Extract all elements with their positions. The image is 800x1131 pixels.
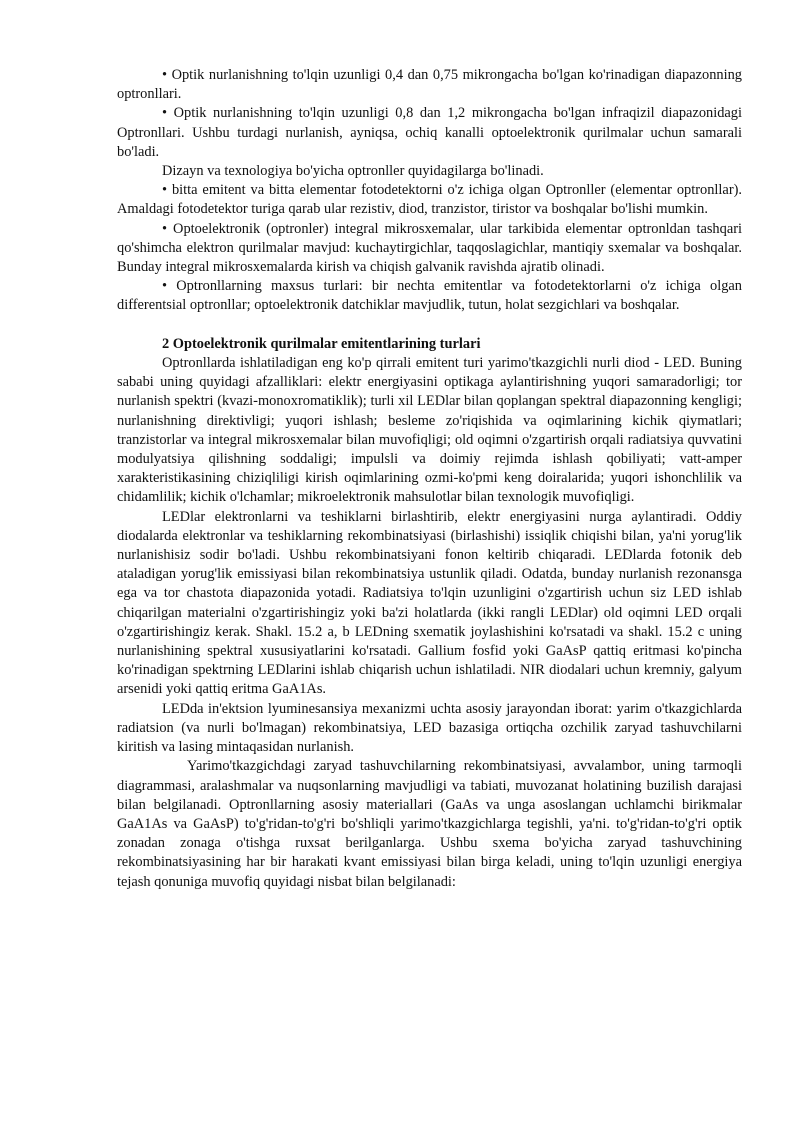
- paragraph-led-recombination: LEDlar elektronlarni va teshiklarni birlashtirib, elektr energiyasini nurga aylantiradi. Oddiy diodalarda elektronlar va teshiklarning rekombinatsiyasi (birlashishi) issiqlik chiqishi bilan, ya'ni yorug'lik nurlanishisiz sodir bo'ladi. Ushbu rekombinatsiyani fonon keltirib chiqaradi. LEDlarda fotonik deb ataladigan yorug'lik emissiyasi bilan rekombinatsiya ustunlik qiladi. Odatda, bunday nurlanish rezonansga ega va tor chastota diapazonida yotadi. Radiatsiya to'lqin uzunligini o'zgartirish uchun siz LED ishlab chiqarilgan materialni o'zgartirishingiz yoki ba'zi holatlarda (ikki rangli LEDlar) old oqimni LED orqali o'zgartirishingiz kerak. Shakl. 15.2 a, b LEDning sxematik joylashishini ko'rsatadi va shakl. 15.2 c uning nurlanishining spektral xususiyatlarini ko'rsatadi. Gallium fosfid yoki GaAsP qattiq eritmasi ko'pincha ko'rinadigan spektrning LEDlarini ishlab chiqarish uchun ishlatiladi. NIR diodalari uchun kremniy, galyum arsenidi yoki qattiq eritma GaA1As.: [117, 508, 742, 698]
- paragraph-special-types-bullet: • Optronllarning maxsus turlari: bir nechta emitentlar va fotodetektorlarni o'z ichiga olgan differentsial optronllar; optoelektronik datchiklar mavjudlik, tutun, holat sezgichlari va boshqalar.: [117, 278, 742, 314]
- paragraph-elementary-optrons-bullet: • bitta emitent va bitta elementar fotodetektorni o'z ichiga olgan Optronller (elementar optronllar). Amaldagi fotodetektor turiga qarab ular rezistiv, diod, tranzistor, tiristor va boshqalar bo'lishi mumkin.: [117, 182, 742, 218]
- paragraph-led-advantages: Optronllarda ishlatiladigan eng ko'p qirrali emitent turi yarimo'tkazgichli nurli diod - LED. Buning sababi uning quyidagi afzalliklari: elektr energiyasini optikaga aylantirishning yuqori samaradorligi; tor nurlanish spektri (kvazi-monoxromatiklik); turli xil LEDlar bilan qoplangan spektral diapazonning kengligi; nurlanishning direktivligi; yuqori ishlash; besleme zo'riqishida va oqimlarining kichik qiymatlari; tranzistorlar va integral mikrosxemalar bilan muvofiqligi; old oqimni o'zgartirish orqali radiatsiya quvvatini modulyatsiya qilishning soddaligi; impulsli va doimiy rejimda ishlash qobiliyati; vatt-amper xarakteristikasining chiziqliligi kirish oqimlarining ozmi-ko'pmi keng doiralarida; yuqori ishonchlilik va chidamlilik; kichik o'lchamlar; mikroelektronik mahsulotlar bilan texnologik muvofiqligi.: [117, 355, 742, 506]
- paragraph-design-classification: Dizayn va texnologiya bo'yicha optronller quyidagilarga bo'linadi.: [162, 163, 544, 180]
- paragraph-infrared-range-bullet: • Optik nurlanishning to'lqin uzunligi 0,8 dan 1,2 mikrongacha bo'lgan infraqizil diapazonidagi Optronllari. Ushbu turdagi nurlanish, ayniqsa, ochiq kanalli optoelektronik qurilmalar uchun samarali bo'ladi.: [117, 105, 742, 160]
- document-page: [117, 66, 742, 892]
- paragraph-charge-carrier-recombination: Yarimo'tkazgichdagi zaryad tashuvchilarning rekombinatsiyasi, avvalambor, uning tarmoqli diagrammasi, aralashmalar va nuqsonlarning mavjudligi va tabiati, muvozanat holatining buzilish darajasi bilan belgilanadi. Optronllarning asosiy materiallari (GaAs va unga asoslangan uchlamchi birikmalar GaA1As va GaAsP) to'g'ridan-to'g'ri bo'shliqli yarimo'tkazgichlarga tegishli, ya'ni. to'g'ridan-to'g'ri optik zonadan zonaga o'tishga ruxsat berilganlarga. Ushbu sxema bo'yicha zaryad tashuvchining rekombinatsiyasining har bir harakati kvant emissiyasi bilan birga keladi, uning to'lqin uzunligi energiya tejash qonuniga muvofiq quyidagi nisbat bilan belgilanadi:: [117, 758, 742, 890]
- paragraph-visible-range-bullet: • Optik nurlanishning to'lqin uzunligi 0,4 dan 0,75 mikrongacha bo'lgan ko'rinadigan diapazonning optronllari.: [117, 67, 742, 103]
- section-heading: 2 Optoelektronik qurilmalar emitentlarining turlari: [162, 335, 481, 352]
- paragraph-injection-luminescence: LEDda in'ektsion lyuminesansiya mexanizmi uchta asosiy jarayondan iborat: yarim o'tkazgichlarda radiatsion (va nurli bo'lmagan) rekombinatsiya, LED bazasiga ortiqcha ozchilik zaryad tashuvchilarni kiritish va lasing mintaqasidan nurlanish.: [117, 700, 742, 756]
- paragraph-integrated-circuits-bullet: • Optoelektronik (optronler) integral mikrosxemalar, ular tarkibida elementar optronldan tashqari qo'shimcha elektron qurilmalar mavjud: kuchaytirgichlar, taqqoslagichlar, mantiqiy sxemalar va boshqalar. Bunday integral mikrosxemalarda kirish va chiqish galvanik ravishda ajratib olinadi.: [117, 220, 742, 276]
